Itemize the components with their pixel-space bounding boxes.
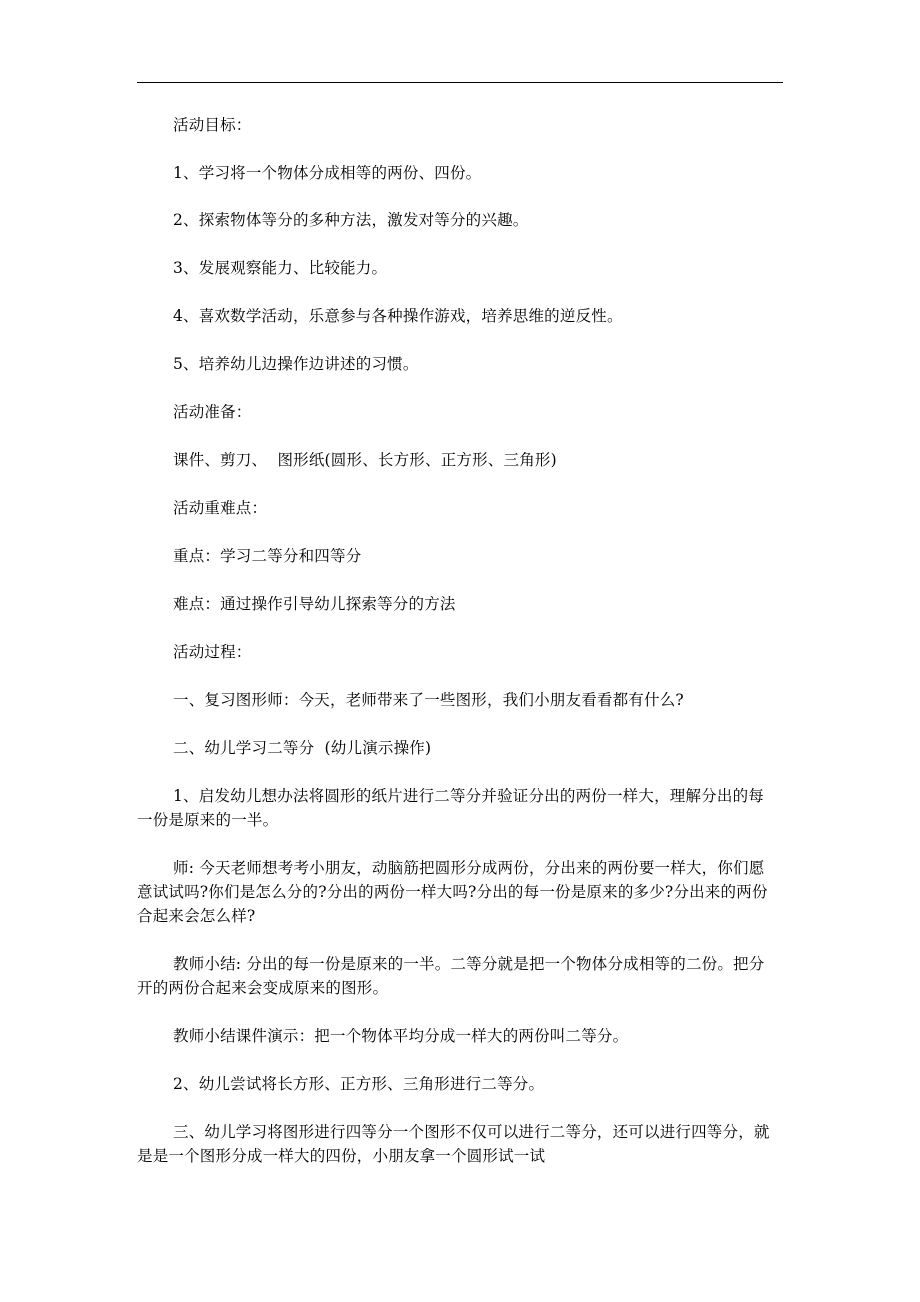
process-step: 2、幼儿尝试将长方形、正方形、三角形进行二等分。 xyxy=(173,1075,545,1093)
process-paragraph: 1、启发幼儿想办法将圆形的纸片进行二等分并验证分出的两份一样大，理解分出的每 一份是原来的一半。 xyxy=(137,787,764,829)
goal-item: 1、学习将一个物体分成相等的两份、四份。 xyxy=(173,164,482,182)
process-paragraph: 师: 今天老师想考考小朋友，动脑筋把圆形分成两份，分出来的两份要一样大，你们愿 意试试吗?你们是怎么分的?分出的两份一样大吗?分出的每一份是原来的多少?分出来的两份 合起来会怎么样? xyxy=(137,859,768,925)
header-rule xyxy=(137,82,783,83)
prep-heading: 活动准备： xyxy=(173,403,252,421)
goals-heading: 活动目标： xyxy=(173,116,252,134)
process-paragraph: 教师小结: 分出的每一份是原来的一半。二等分就是把一个物体分成相等的二份。把分 开的两份合起来会变成原来的图形。 xyxy=(137,955,765,997)
difficult-point: 难点：通过操作引导幼儿探索等分的方法 xyxy=(173,595,456,613)
goal-item: 3、发展观察能力、比较能力。 xyxy=(173,259,388,277)
key-heading: 活动重难点： xyxy=(173,499,268,517)
prep-items: 课件、剪刀、 图形纸(圆形、长方形、正方形、三角形) xyxy=(173,451,557,469)
process-step: 二、幼儿学习二等分 (幼儿演示操作) xyxy=(173,739,432,757)
goal-item: 2、探索物体等分的多种方法，激发对等分的兴趣。 xyxy=(173,211,529,229)
process-paragraph: 三、幼儿学习将图形进行四等分一个图形不仅可以进行二等分，还可以进行四等分，就 是是一个图形分成一样大的四份，小朋友拿一个圆形试一试 xyxy=(137,1123,770,1165)
goal-item: 5、培养幼儿边操作边讲述的习惯。 xyxy=(173,355,419,373)
process-paragraph: 教师小结课件演示：把一个物体平均分成一样大的两份叫二等分。 xyxy=(173,1027,629,1045)
key-point: 重点：学习二等分和四等分 xyxy=(173,547,362,565)
process-step: 一、复习图形师：今天，老师带来了一些图形，我们小朋友看看都有什么? xyxy=(173,691,684,709)
goal-item: 4、喜欢数学活动，乐意参与各种操作游戏，培养思维的逆反性。 xyxy=(173,307,623,325)
process-heading: 活动过程： xyxy=(173,643,252,661)
